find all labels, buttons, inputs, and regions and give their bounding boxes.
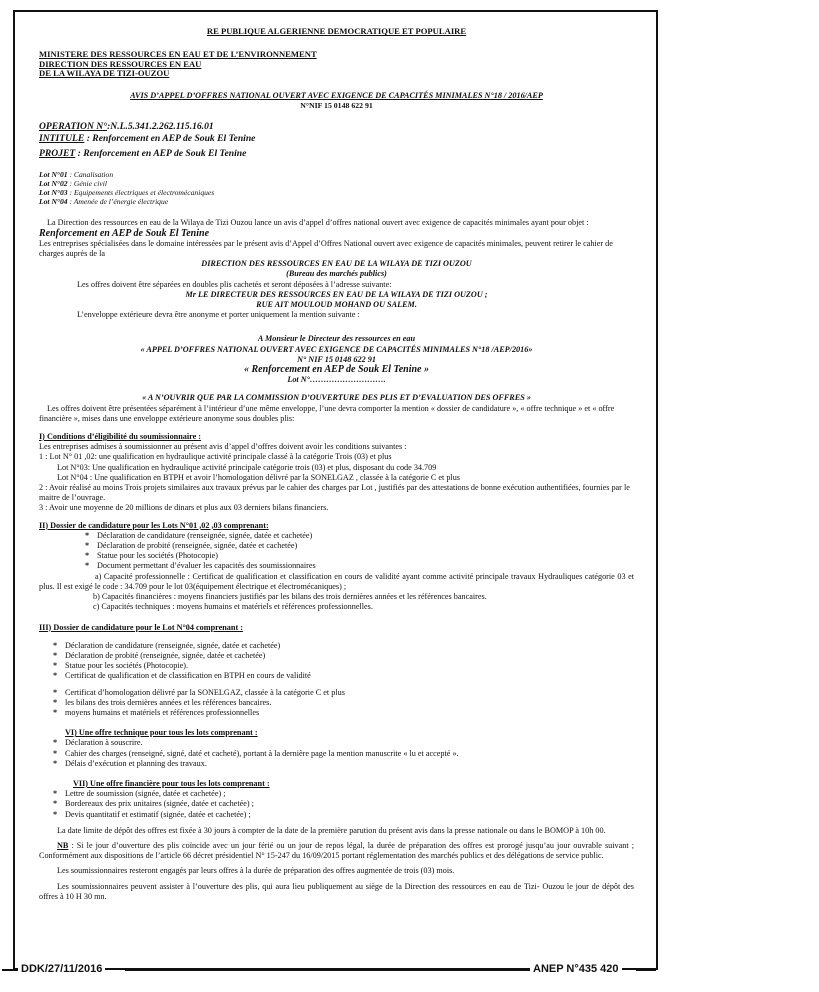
list-item: * Document permettant d’évaluer les capacités des soumissionnaires bbox=[39, 561, 634, 571]
list-item: * Délais d’exécution et planning des travaux. bbox=[39, 759, 634, 769]
section-7-list bbox=[39, 789, 634, 820]
section-2-title: II) Dossier de candidature pour les Lots N°01 ,02 ,03 comprenant bbox=[39, 520, 266, 530]
section-3-title: III) Dossier de candidature pour le Lot N°04 comprenant : bbox=[39, 622, 243, 632]
list-item: * Cahier des charges (renseigné, signé, daté et cacheté), portant à la dernière page la mention manuscrite « lu et accepté ». bbox=[39, 749, 634, 759]
bureau-marches: (Bureau des marchés publics) bbox=[286, 269, 387, 279]
closing-block bbox=[39, 826, 634, 902]
ministry-line-3: DE LA WILAYA DE TIZI-OUZOU bbox=[39, 68, 170, 79]
condition-1b: Lot N°03: Une qualification en hydraulique activité principale catégorie trois (03) et plus, disposant du code 34.709 bbox=[57, 462, 437, 472]
section-3-list-2 bbox=[39, 688, 634, 719]
intro-p2: Les entreprises spécialisées dans le domaine intéressées par le présent avis d’Appel d’Offres National ouvert avec exigence de capacités minimales, peuvent retirer le cahier de charges auprès de la bbox=[39, 238, 613, 258]
condition-1c: Lot N°04 : Une qualification en BTPH et avoir l’homologation délivré par la SONELGAZ , classée à la catégorie C et plus bbox=[57, 472, 460, 482]
capacity-technical: c) Capacités techniques : moyens humains et matériels et références professionnelles. bbox=[93, 602, 373, 612]
section-1-title: I) Conditions d’éligibilité du soumissionnaire : bbox=[39, 432, 202, 442]
condition-3: 3 : Avoir une moyenne de 20 millions de dinars et plus aux 03 derniers bilans financiers. bbox=[39, 503, 329, 513]
section-6-list bbox=[39, 738, 634, 769]
address-line-1: Mr LE DIRECTEUR DES RESSOURCES EN EAU DE LA WILAYA DE TIZI OUZOU ; bbox=[185, 289, 488, 299]
section-eligibility bbox=[39, 432, 634, 514]
condition-1: 1 : Lot N° 01 ,02: une qualification en hydraulique activité principale classé à la catégorie Trois (03) et plus bbox=[39, 452, 392, 462]
republic-title: RE PUBLIQUE ALGERIENNE DEMOCRATIQUE ET POPULAIRE bbox=[206, 26, 467, 36]
intro-p3: Les offres doivent être séparées en doubles plis cachetés et seront déposées à l’adresse suivante: bbox=[77, 279, 392, 289]
section-technical-offer bbox=[39, 728, 634, 769]
section-7-title: VII) Une offre financière pour tous les lots comprenant : bbox=[73, 778, 270, 788]
operation-value: :N.L.5.341.2.262.115.16.01 bbox=[107, 121, 214, 133]
lot-item: Lot N°04 : Amenée de l’énergie électrique bbox=[39, 197, 169, 207]
list-item: * Certificat de qualification et de classification en BTPH en cours de validité bbox=[39, 671, 634, 681]
section-6-title: VI) Une offre technique pour tous les lots comprenant : bbox=[65, 728, 258, 738]
avis-title: AVIS D’APPEL D’OFFRES NATIONAL OUVERT AVEC EXIGENCE DE CAPACITÉS MINIMALES N°18 / 2016/AEP bbox=[130, 90, 543, 100]
list-item: * Devis quantitatif et estimatif (signée, datée et cachetée) ; bbox=[39, 810, 634, 820]
lot-item: Lot N°01 : Canalisation bbox=[39, 170, 114, 180]
list-item: * Certificat d’homologation délivré par la SONELGAZ, classée à la catégorie C et plus bbox=[39, 688, 634, 698]
envelope-line-4: « Renforcement en AEP de Souk El Tenine » bbox=[243, 364, 429, 376]
closing-engagement: Les soumissionnaires resteront engagés par leurs offres à la durée de préparation des offres augmentée de trois (03) mois. bbox=[57, 866, 455, 876]
closing-opening: Les soumissionnaires peuvent assister à l’ouverture des plis, qui aura lieu publiquement au siège de la Direction des ressources en eau de Tizi- Ouzou le jour de dépôt des offres à 10 H 30 mn. bbox=[39, 881, 634, 901]
announcement bbox=[39, 26, 634, 902]
intro-p4: L’enveloppe extérieure devra être anonyme et porter uniquement la mention suivante : bbox=[77, 310, 360, 320]
projet-label: PROJET bbox=[39, 148, 76, 160]
list-item: * Déclaration de candidature (renseignée, signée, datée et cachetée) bbox=[39, 641, 634, 651]
list-item: * Déclaration de candidature (renseignée, signée, datée et cachetée) bbox=[39, 531, 634, 541]
list-item: * Bordereaux des prix unitaires (signée, datée et cachetée) ; bbox=[39, 799, 634, 809]
section-candidature-lots-1-3: II) Dossier de candidature pour les Lots N°01 ,02 ,03 comprenant: * Déclaration de candidature (renseignée, signée, datée et cachetée) * Déclaration de probité (renseignée, signée, datée et cachetée) * Statue pour les sociétés (Photocopie) * Document permettant d’évaluer les capacités des soumissionnaires a) Capacité professionnelle : Certificat de qualification et classification en cours de validité ayant comme activité principale travaux Hydrauliques catégorie 03 et plus. Il est exigé le code : 34.709 pour le lot 03(équipement électrique et électromécaniques) ; b) Capacités financières : moyens financiers justifiés par les bilans des trois dernières années et les références bancaires. c) Capacités techniques : moyens humains et matériels et références professionnelles. bbox=[39, 521, 634, 613]
section-financial-offer bbox=[39, 779, 634, 820]
section-3-list bbox=[39, 641, 634, 682]
list-item: * moyens humains et matériels et références professionnelles bbox=[39, 708, 634, 718]
address-line-2: RUE AIT MOULOUD MOHAND OU SALEM. bbox=[256, 300, 417, 310]
envelope-line-1: A Monsieur le Directeur des ressources en eau bbox=[257, 334, 416, 344]
intro-object: Renforcement en AEP de Souk El Tenine bbox=[39, 227, 210, 239]
closing-deadline: La date limite de dépôt des offres est fixée à 30 jours à compter de la date de la première parution du présent avis dans la presse nationale ou dans le BOMOP à 10h 00. bbox=[57, 825, 606, 835]
envelope-line-5: Lot N°………………………. bbox=[287, 375, 386, 385]
footer-anep-number: ANEP N°435 420 bbox=[530, 963, 622, 975]
footer-rule-right bbox=[636, 969, 656, 971]
intro-block bbox=[39, 218, 634, 320]
envelope-p5: Les offres doivent être présentées séparément à l’intérieur d’une même enveloppe, l’une devra comporter la mention « dossier de candidature », « offre technique » et « offre financière », mises dans une enveloppe extérieure anonyme sous doubles plis: bbox=[39, 403, 615, 423]
envelope-line-6: « A N’OUVRIR QUE PAR LA COMMISSION D’OUVERTURE DES PLIS ET D’EVALUATION DES OFFRES » bbox=[142, 393, 531, 403]
list-item: * les bilans des trois dernières années et les références bancaires. bbox=[39, 698, 634, 708]
footer-rule-middle bbox=[125, 969, 530, 971]
section-candidature-lot-4 bbox=[39, 623, 634, 719]
dre-name: DIRECTION DES RESSOURCES EN EAU DE LA WILAYA DE TIZI OUZOU bbox=[201, 259, 472, 269]
footer-rule-left bbox=[2, 969, 18, 971]
lots-list bbox=[39, 170, 634, 206]
lot-item: Lot N°03 : Equipements électriques et électromécaniques bbox=[39, 188, 215, 198]
ministry-line-2: DIRECTION DES RESSOURCES EN EAU bbox=[39, 58, 202, 69]
section-1-intro: Les entreprises admises à soumissionner au présent avis d’appel d’offres doivent avoir les conditions suivantes : bbox=[39, 442, 407, 452]
list-item: * Déclaration de probité (renseignée, signée, datée et cachetée) bbox=[39, 541, 634, 551]
condition-2: 2 : Avoir réalisé au moins Trois projets similaires aux travaux prévus par le cahier des charges par Lot , justifiés par des attestations de bonne exécution authentifiées, fournies par le maitre de l’ouvrage. bbox=[39, 483, 630, 503]
envelope-line-2: « APPEL D’OFFRES NATIONAL OUVERT AVEC EXIGENCE DE CAPACITÉS MINIMALES N°18 /AEP/2016» bbox=[140, 344, 533, 354]
list-item: * Déclaration de probité (renseignée, signée, datée et cachetée) bbox=[39, 651, 634, 661]
list-item: * Lettre de soumission (signée, datée et cachetée) ; bbox=[39, 789, 634, 799]
nif-number: N°NIF 15 0148 622 91 bbox=[300, 101, 373, 111]
intro-p1: La Direction des ressources en eau de la Wilaya de Tizi Ouzou lance un avis d’appel d’offres national ouvert avec exigence de capacités minimales ayant pour objet : bbox=[47, 218, 589, 228]
nb-text: : Si le jour d’ouverture des plis coïncide avec un jour férié ou un jour de repos légal, la durée de préparation des offres est prorogé jusqu’au jour ouvrable suivant ; Conformément aux dispositions de l’article 66 décret présidentiel N° 15-247 du 16/09/2015 portant réglementation des marchés publics et des délégations de service public. bbox=[39, 840, 634, 861]
envelope-mention bbox=[39, 334, 634, 424]
intitule-value: : Renforcement en AEP de Souk El Tenine bbox=[86, 133, 256, 145]
ministry-line-1: MINISTERE DES RESSOURCES EN EAU ET DE L’ENVIRONNEMENT bbox=[39, 49, 317, 60]
capacity-professional: a) Capacité professionnelle : Certificat de qualification et classification en cours de validité ayant comme activité principale travaux Hydrauliques catégorie 03 et plus. Il est exigé le code : 34.709 pour le lot 03(équipement électrique et électromécaniques) ; bbox=[39, 571, 634, 591]
nb-label: NB bbox=[57, 840, 69, 850]
lot-item: Lot N°02 : Génie civil bbox=[39, 179, 107, 189]
list-item: * Statue pour les sociétés (Photocopie) bbox=[39, 551, 634, 561]
operation-label: OPERATION N° bbox=[39, 121, 108, 133]
footer-ddk-date: DDK/27/11/2016 bbox=[18, 963, 105, 975]
capacity-financial: b) Capacités financières : moyens financiers justifiés par les bilans des trois dernières années et les références bancaires. bbox=[93, 592, 487, 602]
list-item: * Statue pour les sociétés (Photocopie). bbox=[39, 661, 634, 671]
section-2-list bbox=[39, 531, 634, 572]
operation-block bbox=[39, 121, 634, 160]
intitule-label: INTITULE bbox=[39, 133, 85, 145]
ministry-block bbox=[39, 50, 634, 79]
list-item: * Déclaration à souscrire. bbox=[39, 738, 634, 748]
envelope-line-3: N° NIF 15 0148 622 91 bbox=[297, 354, 376, 364]
projet-value: : Renforcement en AEP de Souk El Tenine bbox=[77, 148, 247, 160]
